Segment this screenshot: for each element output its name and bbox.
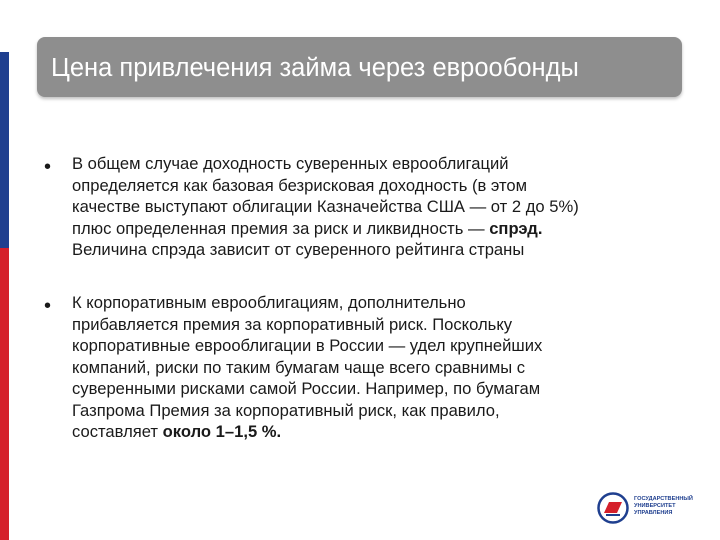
logo-line: ГОСУДАРСТВЕННЫЙ xyxy=(634,496,693,502)
paragraph-1-line xyxy=(72,218,712,240)
bullet-marker-1: • xyxy=(44,156,52,178)
side-bar-white xyxy=(0,0,9,52)
paragraph-2-line: прибавляется премия за корпоративный риск. Поскольку xyxy=(72,314,513,334)
paragraph-1-line: Величина спрэда зависит от суверенного рейтинга страны xyxy=(72,240,525,259)
title-banner xyxy=(37,37,682,97)
paragraph-2-line: суверенными рисками самой России. Например, по бумагам xyxy=(72,379,541,398)
paragraph-2-line: Газпрома Премия за корпоративный риск, как правило, xyxy=(72,400,500,420)
premium-value: около 1–1,5 %. xyxy=(162,422,282,441)
logo-text xyxy=(634,496,714,517)
paragraph-1-line: качестве выступают облигации Казначейства США — от 2 до 5%) xyxy=(72,197,579,216)
logo-line: УНИВЕРСИТЕТ xyxy=(634,503,676,509)
paragraph-2-text: составляет xyxy=(72,422,163,441)
paragraph-1-line: определяется как базовая безрисковая доходность (в этом xyxy=(72,175,528,195)
side-bar-blue xyxy=(0,52,9,248)
paragraph-2-line: К корпоративным еврооблигациям, дополнительно xyxy=(72,293,466,312)
paragraph-1-line: В общем случае доходность суверенных еврооблигаций xyxy=(72,154,509,173)
paragraph-2-line xyxy=(72,421,712,443)
spread-term: спрэд. xyxy=(489,218,543,238)
paragraph-1 xyxy=(72,153,712,261)
paragraph-2-line: корпоративные еврооблигации в России — удел крупнейших xyxy=(72,336,543,355)
paragraph-2-line: компаний, риски по таким бумагам чаще всего сравнимы с xyxy=(72,357,526,377)
bullet-marker-2: • xyxy=(44,295,52,317)
slide-title: Цена привлечения займа через еврообонды xyxy=(51,54,579,82)
logo-emblem-icon xyxy=(597,492,629,524)
paragraph-1-text: плюс определенная премия за риск и ликвидность — xyxy=(72,218,490,238)
side-accent-bar xyxy=(0,0,9,540)
logo-line: УПРАВЛЕНИЯ xyxy=(634,510,673,516)
university-logo xyxy=(597,492,717,532)
side-bar-red xyxy=(0,248,9,540)
paragraph-2 xyxy=(72,292,712,443)
